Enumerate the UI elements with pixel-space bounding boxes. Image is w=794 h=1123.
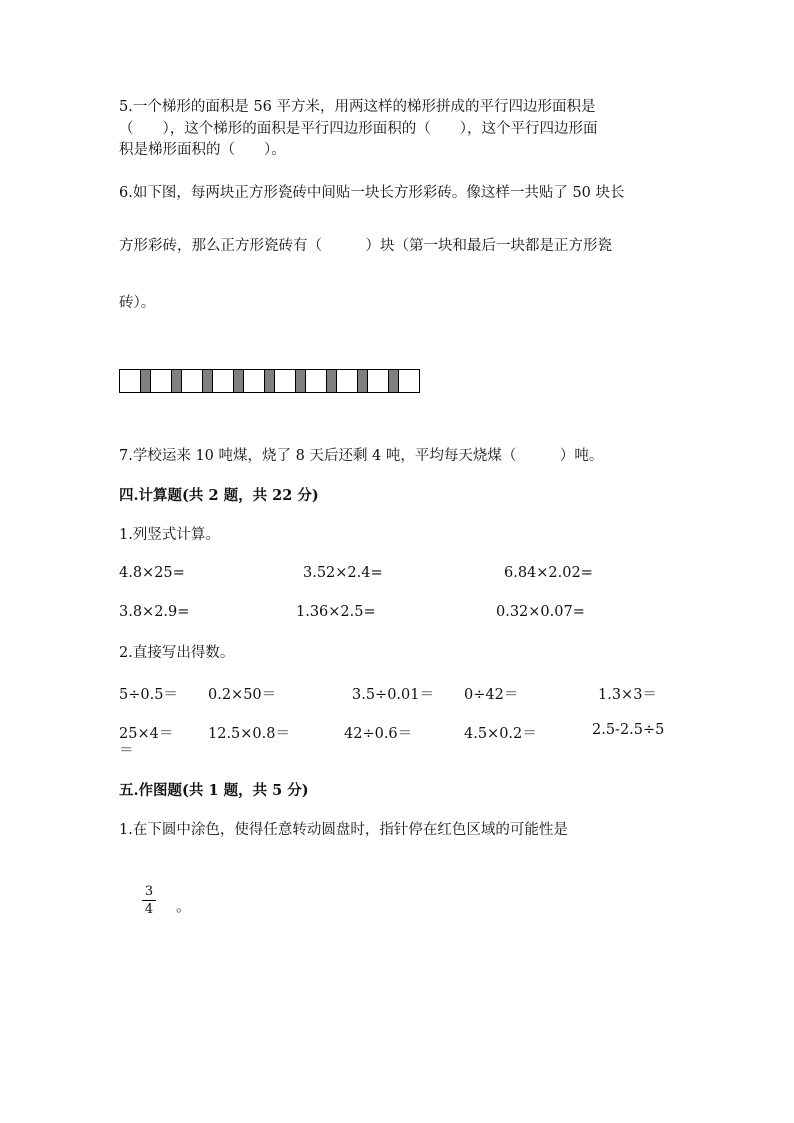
mental-item: 25×4＝ xyxy=(119,726,174,742)
square-tile xyxy=(336,369,358,393)
sec4-p2-title: 2.直接写出得数。 xyxy=(119,645,235,661)
fraction-three-quarters xyxy=(142,884,156,917)
calc-item: 1.36×2.5= xyxy=(296,604,376,620)
square-tile xyxy=(212,369,234,393)
mental-item: 12.5×0.8＝ xyxy=(208,726,290,742)
calc-item: 6.84×2.02= xyxy=(504,565,593,581)
fraction-denominator: 4 xyxy=(144,902,154,917)
fraction-bar xyxy=(142,900,156,901)
square-tile xyxy=(243,369,265,393)
square-tile xyxy=(181,369,203,393)
fraction-numerator: 3 xyxy=(144,884,154,899)
q5-line1: 5.一个梯形的面积是 56 平方米，用两这样的梯形拼成的平行四边形面积是 xyxy=(119,99,596,115)
q5-line3: 积是梯形面积的（ ）。 xyxy=(119,142,286,158)
square-tile xyxy=(150,369,172,393)
calc-item: 4.8×25= xyxy=(119,565,185,581)
square-tile xyxy=(274,369,296,393)
mental-item: 3.5÷0.01＝ xyxy=(352,687,434,703)
section-4-title: 四.计算题(共 2 题，共 22 分) xyxy=(119,487,319,504)
calc-item: 3.52×2.4= xyxy=(303,565,383,581)
sentence-end-mark: 。 xyxy=(176,897,192,915)
sec5-p1-text: 1.在下圆中涂色，使得任意转动圆盘时，指针停在红色区域的可能性是 xyxy=(119,822,568,838)
q6-line1: 6.如下图，每两块正方形瓷砖中间贴一块长方形彩砖。像这样一共贴了 50 块长 xyxy=(119,185,625,201)
mental-item: 42÷0.6＝ xyxy=(344,726,413,742)
calc-item: 3.8×2.9= xyxy=(119,604,190,620)
mental-item: 5÷0.5＝ xyxy=(119,687,178,703)
sec4-p1-title: 1.列竖式计算。 xyxy=(119,527,220,543)
mental-item: 2.5-2.5÷5 xyxy=(592,722,665,738)
q5-line2: （ ），这个梯形的面积是平行四边形面积的（ ），这个平行四边形面 xyxy=(119,121,598,137)
mental-item: 0÷42＝ xyxy=(464,687,519,703)
q6-line3: 砖）。 xyxy=(119,295,156,311)
mental-wrap-equals: ＝ xyxy=(119,743,134,759)
section-5-title: 五.作图题(共 1 题，共 5 分) xyxy=(119,782,309,799)
mental-item: 0.2×50＝ xyxy=(208,687,277,703)
mental-item: 1.3×3＝ xyxy=(598,687,657,703)
square-tile xyxy=(398,369,420,393)
q6-line2: 方形彩砖，那么正方形瓷砖有（ ）块（第一块和最后一块都是正方形瓷 xyxy=(119,238,612,254)
mental-item: 4.5×0.2＝ xyxy=(464,726,537,742)
square-tile xyxy=(119,369,141,393)
square-tile xyxy=(305,369,327,393)
tile-pattern-figure xyxy=(119,369,420,393)
q7-text: 7.学校运来 10 吨煤，烧了 8 天后还剩 4 吨，平均每天烧煤（ ）吨。 xyxy=(119,448,604,464)
calc-item: 0.32×0.07= xyxy=(496,604,585,620)
square-tile xyxy=(367,369,389,393)
